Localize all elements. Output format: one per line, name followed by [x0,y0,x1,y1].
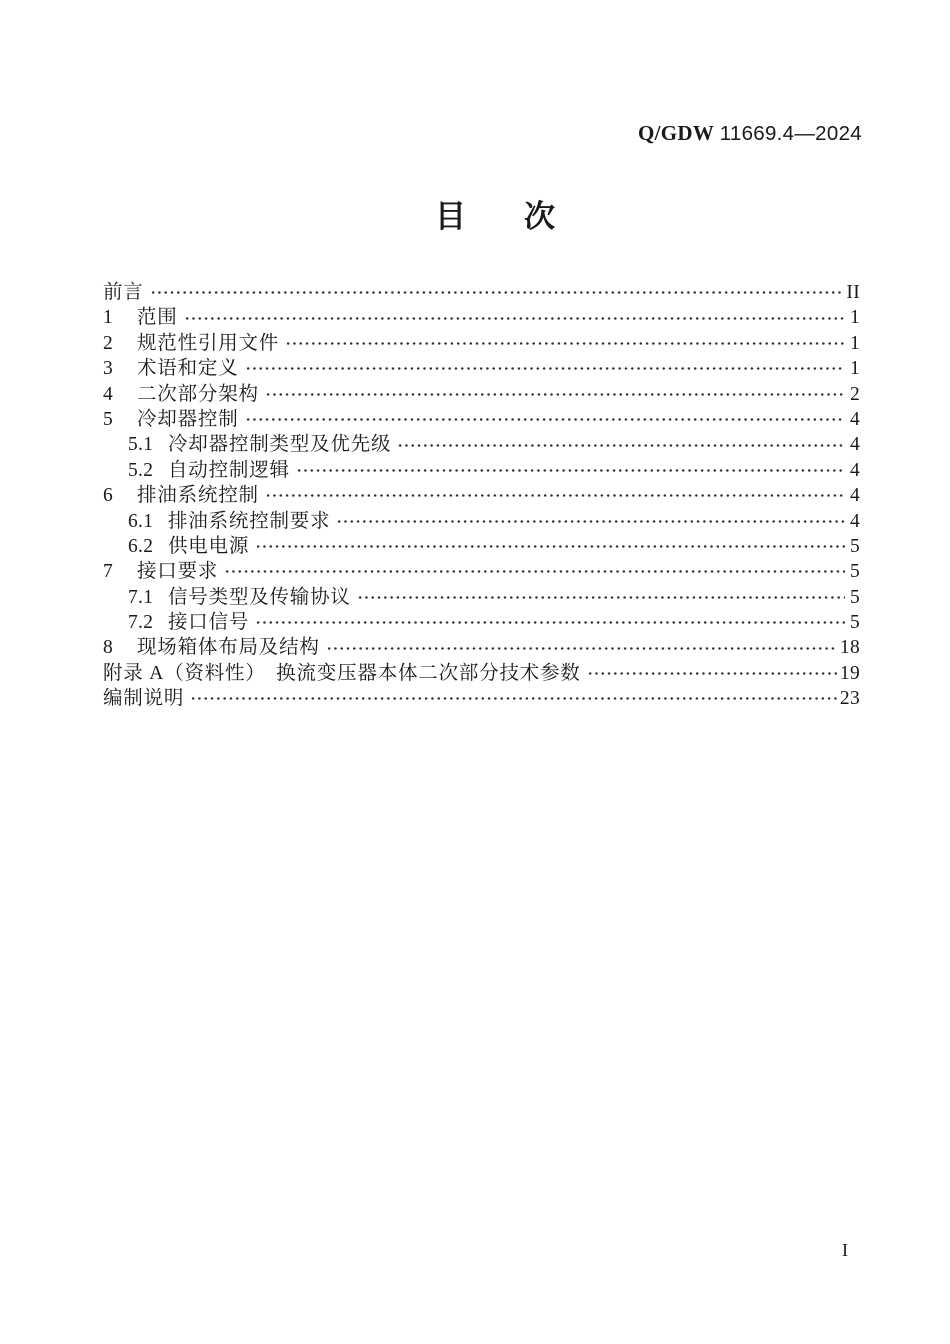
toc-entry-page: 4 [849,510,860,532]
dot-leader [224,562,845,581]
toc-entry-page: 1 [849,332,860,354]
toc-entry[interactable] [103,635,860,660]
toc-entry-page: 2 [849,383,860,405]
toc-entry-label: 附录 A（资料性） 换流变压器本体二次部分技术参数 [103,662,581,684]
toc-entry[interactable] [103,407,860,432]
toc-entry-label: 排油系统控制要求 [168,510,331,532]
toc-entry-number: 4 [103,383,114,405]
dot-leader [265,385,845,404]
toc-entry[interactable] [103,686,860,711]
toc-entry-label: 编制说明 [103,688,185,710]
toc-entry-number: 7 [103,561,114,583]
toc-entry-page: 4 [849,434,860,456]
dot-leader [285,334,845,353]
dot-leader [245,410,845,429]
toc-entry-page: 1 [849,307,860,329]
toc-entry-number: 7.2 [128,612,154,634]
toc-entry-number: 6 [103,485,114,507]
toc-entry-number: 5 [103,408,114,430]
toc-entry[interactable] [103,382,860,407]
toc-entry-label: 现场箱体布局及结构 [137,637,320,659]
doc-code-prefix: Q/GDW [637,121,715,145]
dot-leader [336,512,845,531]
toc-entry[interactable] [103,661,860,686]
footer-page-number: I [842,1240,848,1260]
toc-entry-page: 18 [839,637,860,659]
toc-entry-page: 5 [849,561,860,583]
toc-entry-page: 5 [849,586,860,608]
toc-entry-page: 4 [849,408,860,430]
dot-leader [296,461,845,480]
toc-entry-label: 供电电源 [168,535,250,557]
toc-entry[interactable] [103,509,860,534]
toc-entry-label: 范围 [137,307,178,329]
toc-entry-page: 19 [839,662,860,684]
doc-code [638,121,862,146]
toc-entry-number: 6.2 [128,535,154,557]
toc-entry-label: 二次部分架构 [137,383,259,405]
dot-leader [397,436,845,455]
dot-leader [150,283,844,302]
toc-entry-page: 23 [839,688,860,710]
toc-entry-page: 4 [849,459,860,481]
toc-entry[interactable] [103,610,860,635]
toc-entry[interactable] [103,280,860,305]
toc-entry-number: 5.2 [128,459,154,481]
dot-leader [245,359,845,378]
toc-entry-label: 接口要求 [137,561,219,583]
toc-entry-number: 1 [103,307,114,329]
dot-leader [190,689,837,708]
toc-entry-label: 自动控制逻辑 [168,459,290,481]
toc-entry-label: 排油系统控制 [137,485,259,507]
table-of-contents [103,280,860,712]
toc-entry-page: 4 [849,485,860,507]
toc-entry-label: 冷却器控制 [137,408,239,430]
toc-entry[interactable] [103,356,860,381]
toc-entry-label: 信号类型及传输协议 [168,586,351,608]
toc-entry[interactable] [103,483,860,508]
dot-leader [255,537,845,556]
page-title-char-2: 次 [524,199,555,234]
toc-entry[interactable] [103,331,860,356]
toc-entry[interactable] [103,534,860,559]
toc-entry[interactable] [103,559,860,584]
toc-entry-label: 规范性引用文件 [137,332,280,354]
toc-entry[interactable] [103,305,860,330]
toc-entry-label: 前言 [103,282,144,303]
dot-leader [326,639,837,658]
dot-leader [587,664,837,683]
page-title [435,198,555,236]
toc-entry-label: 接口信号 [168,612,250,634]
toc-entry-number: 3 [103,358,114,380]
toc-entry[interactable] [103,432,860,457]
toc-entry-page: 1 [849,358,860,380]
dot-leader [184,309,845,328]
toc-entry-page: 5 [849,612,860,634]
dot-leader [357,588,845,607]
toc-entry-page: 5 [849,535,860,557]
toc-entry[interactable] [103,585,860,610]
dot-leader [265,486,845,505]
page-title-char-1: 目 [435,199,466,234]
toc-entry-number: 8 [103,637,114,659]
toc-entry-number: 6.1 [128,510,154,532]
toc-entry[interactable] [103,458,860,483]
toc-entry-label: 术语和定义 [137,358,239,380]
toc-entry-number: 7.1 [128,586,154,608]
toc-entry-label: 冷却器控制类型及优先级 [168,434,392,456]
dot-leader [255,613,845,632]
toc-entry-number: 5.1 [128,434,154,456]
doc-code-suffix: 11669.4—2024 [719,122,862,145]
toc-entry-number: 2 [103,332,114,354]
toc-entry-page: II [846,282,860,303]
